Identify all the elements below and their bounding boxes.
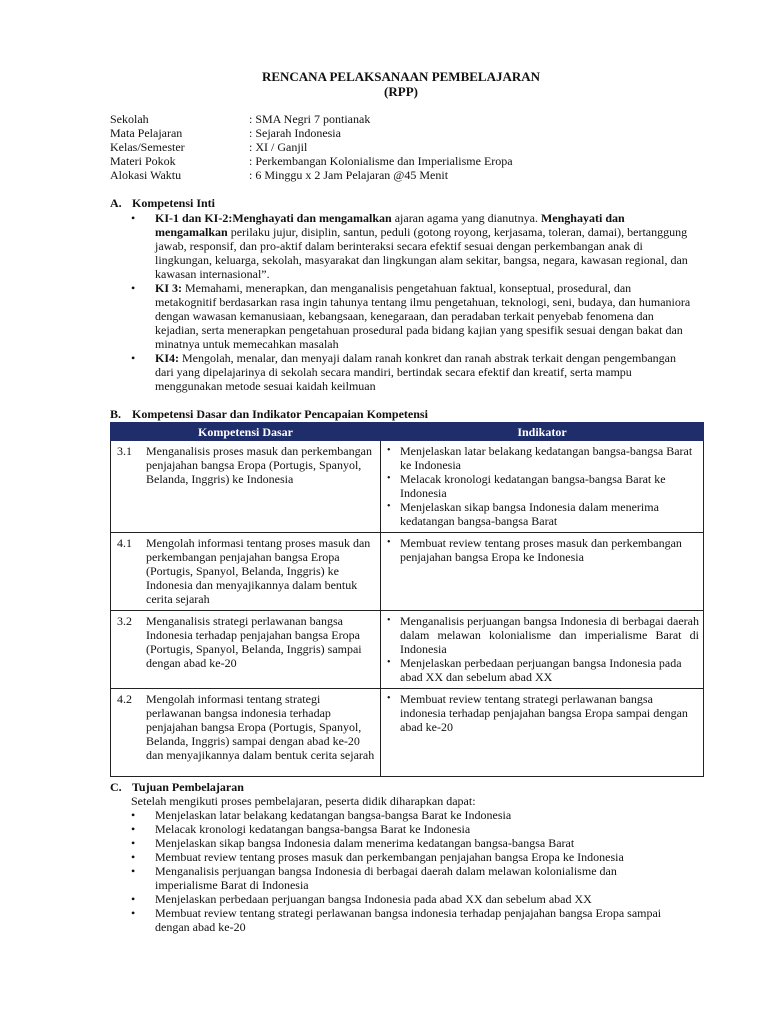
bullet-icon: • (387, 445, 391, 456)
identity-block (110, 112, 710, 182)
list-item (385, 536, 699, 564)
identity-value: : Sejarah Indonesia (249, 126, 341, 140)
kd-number: 3.1 (117, 444, 132, 458)
list-item (131, 892, 691, 906)
list-item (131, 822, 691, 836)
indikator-cell (381, 611, 704, 689)
kd-cell (111, 441, 381, 533)
kompetensi-table (110, 422, 704, 777)
bullet-icon: • (131, 864, 136, 878)
bullet-icon: • (131, 836, 136, 850)
list-item (131, 850, 691, 864)
tujuan-text: Menjelaskan latar belakang kedatangan bangsa-bangsa Barat ke Indonesia (155, 808, 512, 822)
list-item (131, 211, 691, 281)
kompetensi-inti-list (131, 211, 691, 393)
list-item (385, 500, 699, 528)
kd-number: 4.1 (117, 536, 132, 550)
table-row (111, 689, 704, 777)
kd-number: 3.2 (117, 614, 132, 628)
document-title: RENCANA PELAKSANAAN PEMBELAJARAN (261, 69, 541, 84)
section-b-heading (110, 407, 428, 421)
tujuan-text: Menganalisis perjuangan bangsa Indonesia di berbagai daerah dalam melawan kolonialisme dan imperialisme Barat di Indonesia (155, 864, 617, 892)
list-item (131, 808, 691, 822)
list-item (131, 864, 655, 892)
table-row (111, 533, 704, 611)
tujuan-text: Menjelaskan perbedaan perjuangan bangsa Indonesia pada abad XX dan sebelum abad XX (155, 892, 592, 906)
identity-value: : 6 Minggu x 2 Jam Pelajaran @45 Menit (249, 168, 449, 182)
section-title: Kompetensi Inti (132, 196, 216, 210)
identity-row-materi-pokok (110, 154, 710, 168)
list-item (385, 614, 699, 656)
kd-cell (111, 689, 381, 777)
identity-value: : SMA Negri 7 pontianak (249, 112, 371, 126)
section-letter: B. (110, 407, 122, 421)
ki-segment: KI-1 dan KI-2:Menghayati dan mengamalkan (155, 211, 392, 225)
indikator-text: Menjelaskan latar belakang kedatangan bangsa-bangsa Barat ke Indonesia (400, 444, 693, 472)
table-header-indikator: Indikator (381, 423, 704, 441)
kd-number: 4.2 (117, 692, 132, 706)
kd-text: Mengolah informasi tentang proses masuk dan perkembangan penjajahan bangsa Eropa (Portugis, Spanyol, Belanda, Inggris) ke Indonesia dan menyajikannya dalam bentuk cerita sejarah (146, 536, 371, 606)
indikator-cell (381, 441, 704, 533)
kd-text: Menganalisis strategi perlawanan bangsa Indonesia terhadap penjajahan bangsa Eropa (Portugis, Spanyol, Belanda, Inggris) sampai dengan abad ke-20 (146, 614, 362, 670)
indikator-cell (381, 533, 704, 611)
ki-segment: Menghayati dan mengamalkan (155, 211, 625, 239)
bullet-icon: • (131, 906, 136, 920)
identity-label: Mata Pelajaran (110, 126, 183, 140)
bullet-icon: • (131, 211, 136, 225)
tujuan-text: Membuat review tentang strategi perlawanan bangsa indonesia terhadap penjajahan bangsa Eropa sampai dengan abad ke-20 (155, 906, 662, 934)
bullet-icon: • (387, 657, 391, 668)
section-title: Kompetensi Dasar dan Indikator Pencapaian Kompetensi (132, 407, 428, 421)
ki-segment: Mengolah, menalar, dan menyaji dalam ranah konkret dan ranah abstrak terkait dengan pengembangan dari yang dipelajarinya di sekolah secara mandiri, bertindak secara efektif dan kreatif, serta mampu menggunakan metode sesuai kaidah keilmuan (155, 351, 676, 393)
bullet-icon: • (131, 822, 136, 836)
ki-segment: perilaku jujur, disiplin, santun, peduli (gotong royong, kerjasama, toleran, damai), bertanggung jawab, responsif, dan pro-aktif dalam berinteraksi secara efektif sesuai dengan perkembangan anak di lingkungan, keluarga, sekolah, masyarakat dan lingkungan alam sekitar, bangsa, negara, kawasan regional, dan kawasan internasional”. (155, 225, 688, 281)
list-item (131, 281, 691, 351)
list-item (131, 836, 691, 850)
tujuan-text: Melacak kronologi kedatangan bangsa-bangsa Barat ke Indonesia (155, 822, 471, 836)
table-row (111, 441, 704, 533)
list-item (131, 351, 691, 393)
list-item (385, 656, 699, 684)
section-c-heading (110, 780, 244, 794)
indikator-text: Menjelaskan perbedaan perjuangan bangsa Indonesia pada abad XX dan sebelum abad XX (400, 656, 682, 684)
table-header-kompetensi-dasar: Kompetensi Dasar (111, 423, 381, 441)
identity-value: : XI / Ganjil (249, 140, 308, 154)
list-item (385, 472, 699, 500)
kd-text: Mengolah informasi tentang strategi perlawanan bangsa indonesia terhadap penjajahan bangsa Eropa (Portugis, Spanyol, Belanda, Inggris) sampai dengan abad ke-20 dan menyajikannya dalam bentuk cerita sejarah (146, 692, 375, 762)
tujuan-text: Membuat review tentang proses masuk dan perkembangan penjajahan bangsa Eropa ke Indonesia (155, 850, 624, 864)
bullet-icon: • (387, 693, 391, 704)
identity-row-alokasi-waktu (110, 168, 710, 182)
bullet-icon: • (387, 473, 391, 484)
identity-label: Alokasi Waktu (110, 168, 182, 182)
bullet-icon: • (131, 281, 136, 295)
identity-row-mata-pelajaran (110, 126, 710, 140)
list-item (385, 444, 699, 472)
identity-label: Materi Pokok (110, 154, 176, 168)
identity-colon: : (249, 154, 256, 168)
identity-value (249, 154, 513, 168)
bullet-icon: • (131, 808, 136, 822)
ki-segment: ajaran agama yang dianutnya. (391, 211, 541, 225)
list-item (385, 692, 699, 734)
indikator-cell (381, 689, 704, 777)
section-letter: C. (110, 780, 122, 794)
bullet-icon: • (387, 501, 391, 512)
identity-value-bold: Perkembangan Kolonialisme dan Imperialisme Eropa (255, 154, 513, 168)
indikator-text: Membuat review tentang strategi perlawanan bangsa indonesia terhadap penjajahan bangsa Eropa sampai dengan abad ke-20 (400, 692, 688, 734)
kd-cell (111, 533, 381, 611)
kd-text: Menganalisis proses masuk dan perkembangan penjajahan bangsa Eropa (Portugis, Spanyol, Belanda, Inggris) ke Indonesia (146, 444, 372, 486)
indikator-text: Membuat review tentang proses masuk dan perkembangan penjajahan bangsa Eropa ke Indonesia (400, 536, 682, 564)
bullet-icon: • (131, 892, 136, 906)
tujuan-intro: Setelah mengikuti proses pembelajaran, peserta didik diharapkan dapat: (131, 794, 476, 808)
bullet-icon: • (387, 537, 391, 548)
indikator-text: Menganalisis perjuangan bangsa Indonesia di berbagai daerah dalam melawan kolonialisme dan imperialisme Barat di Indonesia (400, 614, 699, 656)
ki-segment: KI 3: (155, 281, 182, 295)
kd-cell (111, 611, 381, 689)
tujuan-text: Menjelaskan sikap bangsa Indonesia dalam menerima kedatangan bangsa-bangsa Barat (155, 836, 575, 850)
identity-row-kelas-semester (110, 140, 710, 154)
list-item (131, 906, 695, 934)
ki-segment: Memahami, menerapkan, dan menganalisis pengetahuan faktual, konseptual, prosedural, dan metakognitif berdasarkan rasa ingin tahunya tentang ilmu pengetahuan, teknologi, seni, budaya, dan humaniora dengan wawasan kemanusiaan, kebangsaan, kenegaraan, dan peradaban terkait penyebab fenomena dan kejadian, serta menerapkan pengetahuan prosedural pada bidang kajian yang spesifik sesuai dengan bakat dan minatnya untuk memecahkan masalah (155, 281, 691, 351)
document-subtitle: (RPP) (384, 84, 418, 99)
tujuan-list (131, 808, 691, 934)
identity-row-sekolah (110, 112, 710, 126)
section-a-heading (110, 196, 215, 210)
identity-label: Kelas/Semester (110, 140, 185, 154)
section-letter: A. (110, 196, 122, 210)
bullet-icon: • (131, 351, 136, 365)
indikator-text: Melacak kronologi kedatangan bangsa-bangsa Barat ke Indonesia (400, 472, 666, 500)
table-header-row (111, 423, 704, 441)
identity-label: Sekolah (110, 112, 149, 126)
table-row (111, 611, 704, 689)
bullet-icon: • (387, 615, 391, 626)
bullet-icon: • (131, 850, 136, 864)
section-title: Tujuan Pembelajaran (132, 780, 244, 794)
ki-segment: KI4: (155, 351, 179, 365)
indikator-text: Menjelaskan sikap bangsa Indonesia dalam menerima kedatangan bangsa-bangsa Barat (400, 500, 659, 528)
